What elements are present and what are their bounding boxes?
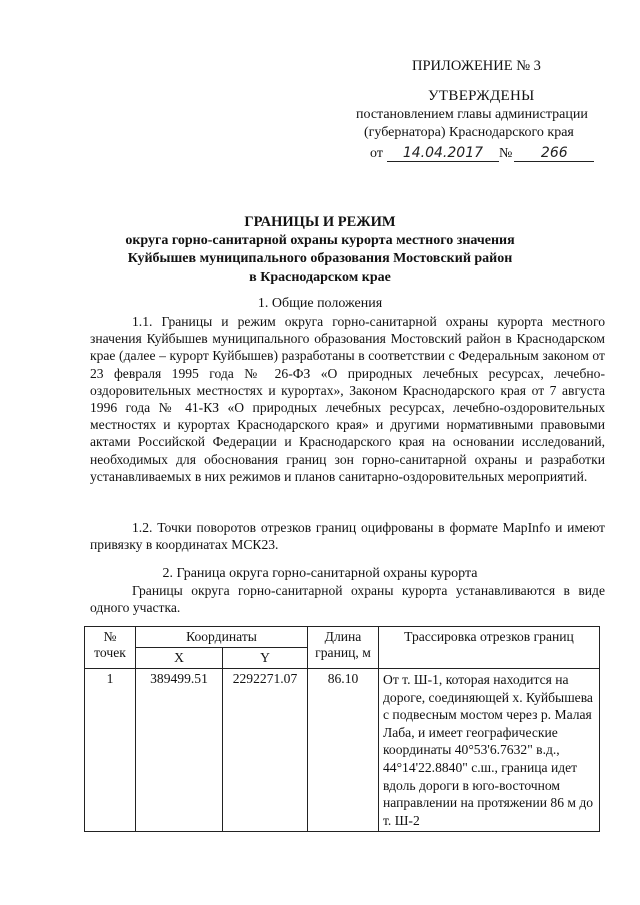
header-y: Y: [223, 648, 308, 669]
approved-by-line1: постановлением главы администрации: [356, 107, 588, 122]
section1-heading: 1. Общие положения: [257, 296, 383, 311]
document-subtitle-line2: Куйбышев муниципального образования Мостовский район: [127, 251, 513, 266]
header-point-number: № точек: [85, 627, 136, 669]
table-header-row: [85, 627, 600, 648]
number-sign: №: [498, 146, 513, 161]
header-coordinates: Координаты: [136, 627, 308, 648]
cell-y: 2292271.07: [223, 669, 308, 832]
cell-x: 389499.51: [136, 669, 223, 832]
header-trace: Трассировка отрезков границ: [379, 627, 600, 669]
boundary-table: [84, 626, 600, 832]
document-title: ГРАНИЦЫ И РЕЖИМ: [244, 214, 396, 230]
section2-heading: 2. Граница округа горно-санитарной охраны курорта: [162, 566, 478, 581]
header-x: X: [136, 648, 223, 669]
annex-label: ПРИЛОЖЕНИЕ № 3: [412, 58, 541, 74]
date-prefix: от: [370, 146, 383, 161]
approval-date-line: [370, 145, 594, 162]
cell-length: 86.10: [308, 669, 379, 832]
section1-paragraph1: 1.1. Границы и режим округа горно-санитарной охраны курорта местного значения Куйбышев муниципального образования Мостовский район в Краснодарском крае (далее – курорт Куйбышев) разработаны в соответствии с Федеральным законом от 23 февраля 1995 года № 26-ФЗ «О природных лечебных ресурсах, лечебно-оздоровительных местностях и курортах», Законом Краснодарского края от 7 августа 1996 года № 41-КЗ «О природных лечебных ресурсах, лечебно-оздоровительных местностях и курортах Краснодарского края» и другими нормативными правовыми актами Российской Федерации и Краснодарского края на основании исследований, необходимых для обоснования границ зон горно-санитарной охраны и разработки устанавливаемых в них режимов и планов санитарно-оздоровительных мероприятий.: [90, 314, 605, 484]
approved-label: УТВЕРЖДЕНЫ: [428, 88, 535, 104]
header-length: Длина границ, м: [308, 627, 379, 669]
document-subtitle-line3: в Краснодарском крае: [249, 270, 391, 285]
cell-trace: От т. Ш-1, которая находится на дороге, соединяющей х. Куйбышева с подвесным мостом через р. Малая Лаба, и имеет географические координаты 40°53'6.7632" в.д., 44°14'22.8840" с.ш., граница идет вдоль дороги в юго-восточном направлении на протяжении 86 м до т. Ш-2: [379, 669, 600, 832]
cell-point-number: 1: [85, 669, 136, 832]
section2-paragraph: Границы округа горно-санитарной охраны курорта устанавливаются в виде одного участка.: [90, 583, 605, 616]
approved-by-line2: (губернатора) Краснодарского края: [364, 125, 574, 140]
table-row: [85, 669, 600, 832]
section1-paragraph2: 1.2. Точки поворотов отрезков границ оцифрованы в формате MapInfo и имеют привязку в координатах МСК23.: [90, 520, 605, 553]
document-subtitle-line1: округа горно-санитарной охраны курорта местного значения: [125, 233, 515, 248]
approval-date: 14.04.2017: [387, 145, 499, 162]
approval-number: 266: [514, 145, 594, 162]
